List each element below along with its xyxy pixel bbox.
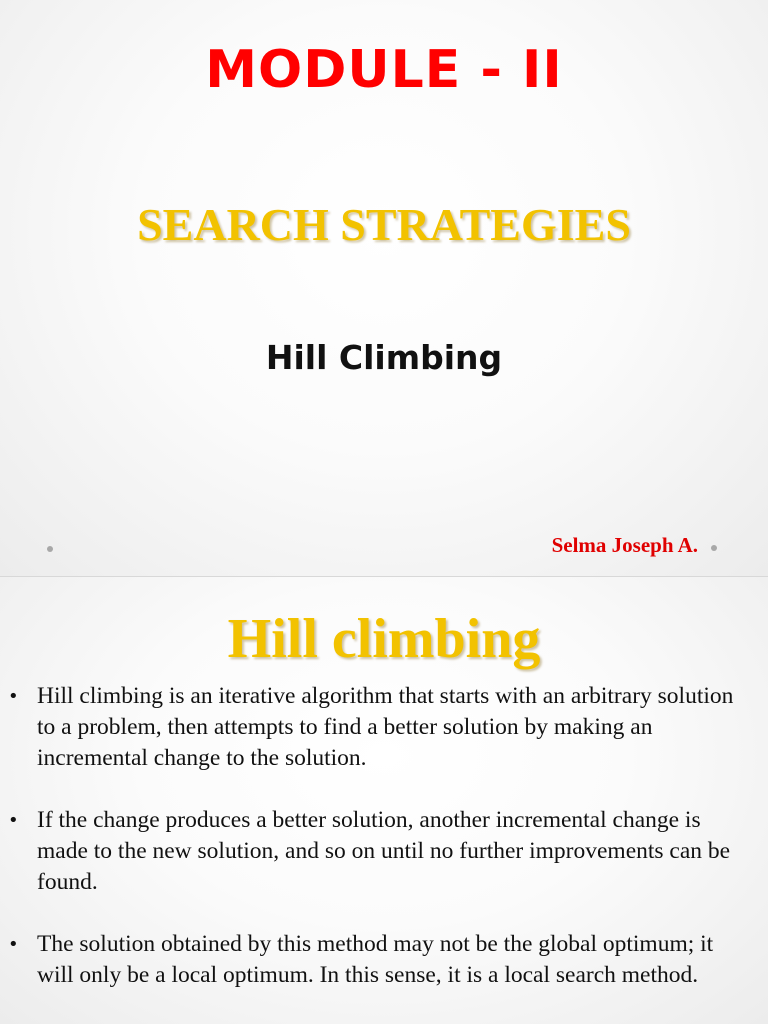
author-name: Selma Joseph A. [551, 533, 698, 557]
slide-subtitle: Hill Climbing [265, 338, 503, 377]
bullet-item [0, 805, 768, 898]
bullet-icon: • [8, 810, 19, 831]
module-title: MODULE - II [205, 40, 563, 100]
content-slide [0, 577, 768, 1024]
decorative-dot [47, 546, 53, 552]
bullet-text: Hill climbing is an iterative algorithm that starts with an arbitrary solution to a problem, then attempts to find a better solution by making an incremental change to the solution. [37, 683, 734, 771]
section-title: SEARCH STRATEGIES [137, 199, 631, 250]
bullet-icon: • [8, 686, 19, 707]
bullet-icon: • [8, 934, 19, 955]
bullet-list [0, 681, 768, 1022]
slide-title: Hill climbing [227, 608, 541, 670]
bullet-item [0, 681, 768, 774]
bullet-item [0, 929, 768, 991]
decorative-dot [711, 545, 717, 551]
bullet-text: If the change produces a better solution, another incremental change is made to the new solution, and so on until no further improvements can be found. [37, 807, 731, 895]
bullet-text: The solution obtained by this method may not be the global optimum; it will only be a local optimum. In this sense, it is a local search method. [37, 931, 714, 988]
